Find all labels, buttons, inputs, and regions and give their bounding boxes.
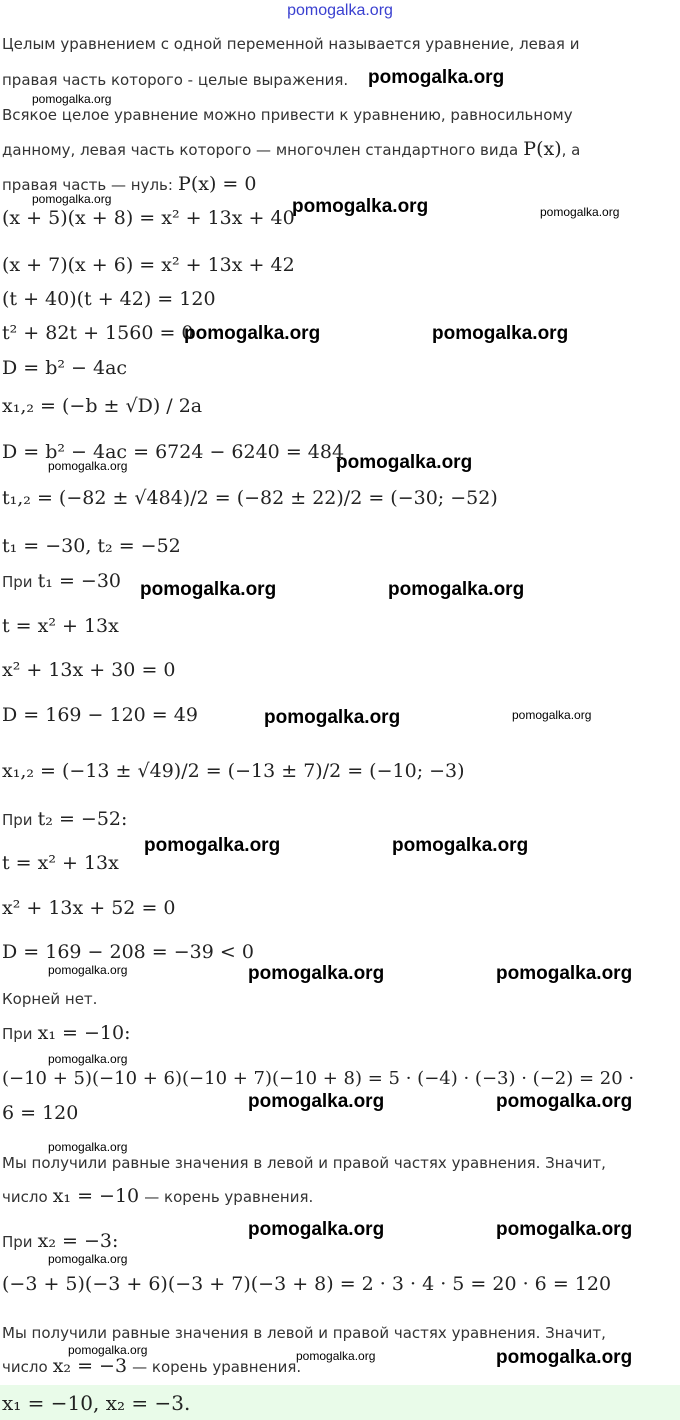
case-2-discriminant: D = 169 − 208 = −39 < 0 (2, 941, 254, 963)
watermark-small: pomogalka.org (296, 1349, 376, 1363)
conclusion-2-root: x₂ = −3 (52, 1355, 128, 1377)
watermark: pomogalka.org (496, 1347, 633, 1368)
case-2-heading (2, 808, 127, 830)
case-2-substitution: t = x² + 13x (2, 852, 119, 874)
conclusion-1-suffix: — корень уравнения. (144, 1188, 314, 1206)
watermark-small: pomogalka.org (48, 459, 128, 473)
conclusion-1-prefix: число (2, 1188, 48, 1206)
conclusion-2-line-1: Мы получили равные значения в левой и правой частях уравнения. Значит, (2, 1324, 606, 1342)
check-1-label: При (2, 1025, 33, 1043)
check-2-label: При (2, 1233, 33, 1251)
watermark: pomogalka.org (264, 707, 401, 728)
watermark-small: pomogalka.org (48, 1140, 128, 1154)
watermark-small: pomogalka.org (48, 1052, 128, 1066)
conclusion-1-line-2 (2, 1185, 313, 1207)
watermark: pomogalka.org (388, 579, 525, 600)
no-roots-text: Корней нет. (2, 990, 98, 1008)
watermark-small: pomogalka.org (32, 192, 112, 206)
watermark: pomogalka.org (140, 579, 277, 600)
watermark: pomogalka.org (184, 323, 321, 344)
conclusion-2-line-2 (2, 1355, 301, 1377)
definition-line-4-tail: , а (561, 141, 581, 159)
site-watermark-link[interactable]: pomogalka.org (287, 2, 393, 19)
watermark: pomogalka.org (248, 1219, 385, 1240)
conclusion-2-suffix: — корень уравнения. (132, 1358, 302, 1376)
check-1-line-1: (−10 + 5)(−10 + 6)(−10 + 7)(−10 + 8) = 5 · (−4) · (−3) · (−2) = 20 · (2, 1068, 635, 1089)
watermark: pomogalka.org (144, 835, 281, 856)
watermark: pomogalka.org (496, 1219, 633, 1240)
case-1-equation: x² + 13x + 30 = 0 (2, 659, 176, 681)
watermark: pomogalka.org (248, 1091, 385, 1112)
roots-t-computation: t₁,₂ = (−82 ± √484)/2 = (−82 ± 22)/2 = (−30; −52) (2, 487, 498, 509)
watermark-small: pomogalka.org (68, 1343, 148, 1357)
check-1-condition: x₁ = −10: (37, 1022, 131, 1044)
discriminant-value: D = b² − 4ac = 6724 − 6240 = 484 (2, 441, 345, 463)
watermark-small: pomogalka.org (32, 92, 112, 106)
check-2-line: (−3 + 5)(−3 + 6)(−3 + 7)(−3 + 8) = 2 · 3 · 4 · 5 = 20 · 6 = 120 (2, 1273, 612, 1295)
check-1-heading (2, 1022, 131, 1044)
equation-expand-2: (x + 7)(x + 6) = x² + 13x + 42 (2, 254, 295, 276)
equation-substitution: (t + 40)(t + 42) = 120 (2, 288, 216, 310)
watermark-small: pomogalka.org (512, 708, 592, 722)
roots-t-result: t₁ = −30, t₂ = −52 (2, 535, 181, 557)
definition-line-3: Всякое целое уравнение можно привести к уравнению, равносильному (2, 106, 573, 124)
polynomial-equals-zero: P(x) = 0 (178, 173, 257, 195)
final-answer: x₁ = −10, x₂ = −3. (2, 1391, 191, 1415)
check-2-condition: x₂ = −3: (37, 1230, 119, 1252)
definition-line-5-text: правая часть — нуль: (2, 176, 173, 194)
watermark: pomogalka.org (336, 452, 473, 473)
conclusion-2-prefix: число (2, 1358, 48, 1376)
check-2-heading (2, 1230, 118, 1252)
conclusion-1-root: x₁ = −10 (52, 1185, 140, 1207)
conclusion-1-line-1: Мы получили равные значения в левой и правой частях уравнения. Значит, (2, 1154, 606, 1172)
equation-quadratic-t: t² + 82t + 1560 = 0 (2, 322, 194, 344)
definition-line-1: Целым уравнением с одной переменной называется уравнение, левая и (2, 35, 580, 53)
roots-formula: x₁,₂ = (−b ± √D) / 2a (2, 395, 203, 417)
equation-expand-1: (x + 5)(x + 8) = x² + 13x + 40 (2, 207, 295, 229)
case-1-substitution: t = x² + 13x (2, 615, 119, 637)
watermark-small: pomogalka.org (48, 963, 128, 977)
answer-box (0, 1385, 680, 1420)
case-1-discriminant: D = 169 − 120 = 49 (2, 704, 198, 726)
watermark: pomogalka.org (432, 323, 569, 344)
case-1-heading (2, 570, 121, 592)
watermark: pomogalka.org (292, 196, 429, 217)
watermark: pomogalka.org (248, 963, 385, 984)
watermark-small: pomogalka.org (540, 205, 620, 219)
case-1-condition: t₁ = −30 (37, 570, 122, 592)
discriminant-formula: D = b² − 4ac (2, 357, 128, 379)
case-1-roots: x₁,₂ = (−13 ± √49)/2 = (−13 ± 7)/2 = (−10; −3) (2, 760, 465, 782)
case-2-label: При (2, 811, 33, 829)
watermark-small: pomogalka.org (48, 1252, 128, 1266)
definition-line-2: правая часть которого - целые выражения. (2, 71, 349, 89)
polynomial-notation: P(x) (523, 138, 562, 160)
watermark: pomogalka.org (496, 963, 633, 984)
watermark: pomogalka.org (368, 67, 505, 88)
check-1-line-2: 6 = 120 (2, 1102, 79, 1124)
watermark: pomogalka.org (392, 835, 529, 856)
case-2-condition: t₂ = −52: (37, 808, 128, 830)
definition-line-4-text: данному, левая часть которого — многочлен стандартного вида (2, 141, 519, 159)
watermark: pomogalka.org (496, 1091, 633, 1112)
case-1-label: При (2, 573, 33, 591)
case-2-equation: x² + 13x + 52 = 0 (2, 897, 176, 919)
definition-line-4 (2, 138, 580, 160)
